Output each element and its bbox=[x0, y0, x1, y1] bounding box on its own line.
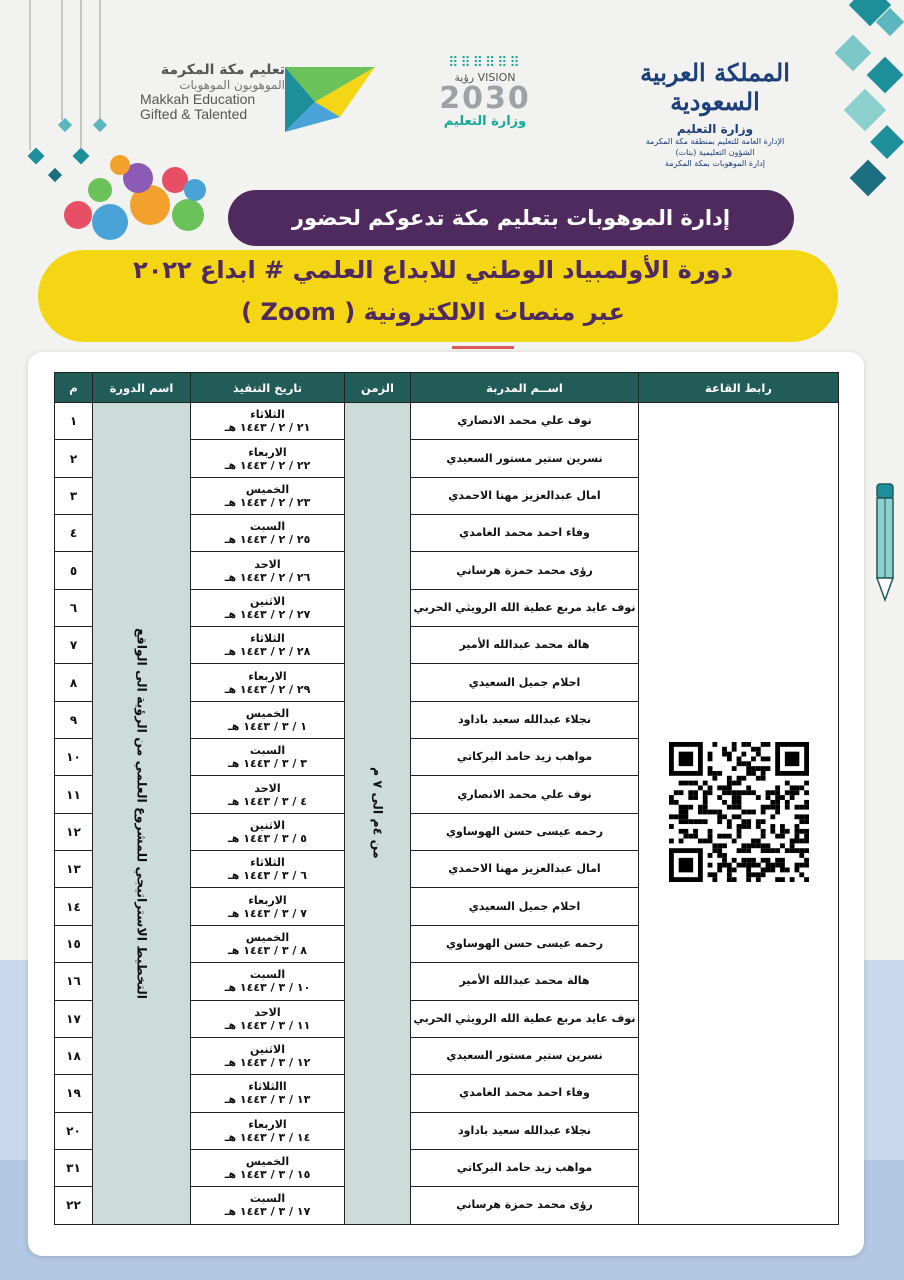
date-day: الخميس bbox=[245, 706, 290, 720]
date-day: الاربعاء bbox=[248, 893, 287, 907]
row-number: ٥ bbox=[55, 552, 93, 589]
date-cell bbox=[191, 888, 345, 925]
vision-en: VISION bbox=[477, 71, 516, 84]
date-value: ٢٥ / ٢ / ١٤٤٣ هـ bbox=[224, 533, 311, 547]
row-number: ١٣ bbox=[55, 851, 93, 888]
trainer-cell: نوف علي محمد الانصاري bbox=[411, 403, 639, 440]
trainer-cell: نسرين ستير مستور السعيدي bbox=[411, 440, 639, 477]
date-day: الاحد bbox=[254, 781, 281, 795]
schedule-card bbox=[28, 352, 864, 1256]
date-cell bbox=[191, 813, 345, 850]
row-number: ٣ bbox=[55, 477, 93, 514]
makkah-en-line2: Gifted & Talented bbox=[140, 106, 248, 122]
trainer-cell: رؤى محمد حمزة هرساني bbox=[411, 1187, 639, 1224]
date-cell bbox=[191, 1037, 345, 1074]
trainer-cell: رحمه عيسى حسن الهوساوي bbox=[411, 813, 639, 850]
date-cell bbox=[191, 851, 345, 888]
trainer-cell: نجلاء عبدالله سعيد باداود bbox=[411, 1112, 639, 1149]
trainer-cell: وفاء احمد محمد الغامدي bbox=[411, 1075, 639, 1112]
directorate-line3: إدارة الموهوبات بمكة المكرمة bbox=[665, 159, 765, 168]
date-value: ٢٨ / ٢ / ١٤٤٣ هـ bbox=[224, 645, 311, 659]
trainer-cell: احلام جميل السعيدي bbox=[411, 888, 639, 925]
date-cell bbox=[191, 515, 345, 552]
schedule-table bbox=[54, 372, 839, 1225]
vision-year: 2030 bbox=[439, 81, 531, 116]
row-number: ١٠ bbox=[55, 739, 93, 776]
trainer-cell: مواهب زيد حامد البركاتي bbox=[411, 739, 639, 776]
date-cell bbox=[191, 552, 345, 589]
row-number: ٢٢ bbox=[55, 1187, 93, 1224]
date-day: الاربعاء bbox=[248, 1117, 287, 1131]
row-number: ١٨ bbox=[55, 1037, 93, 1074]
date-cell bbox=[191, 1187, 345, 1224]
trainer-cell: نجلاء عبدالله سعيد باداود bbox=[411, 701, 639, 738]
date-day: الاثنين bbox=[250, 594, 285, 608]
directorate-line1: الإدارة العامة للتعليم بمنطقة مكة المكرمة bbox=[645, 137, 785, 146]
trainer-cell: امال عبدالعزيز مهنا الاحمدي bbox=[411, 477, 639, 514]
date-cell bbox=[191, 963, 345, 1000]
qr-code-cell[interactable] bbox=[639, 403, 839, 1225]
date-value: ١٢ / ٣ / ١٤٤٣ هـ bbox=[224, 1056, 311, 1070]
date-value: ٢٢ / ٢ / ١٤٤٣ هـ bbox=[224, 458, 311, 472]
date-day: الاربعاء bbox=[248, 445, 287, 459]
date-day: الثلاثاء bbox=[250, 856, 285, 870]
ministry-logo bbox=[620, 58, 810, 169]
row-number: ٤ bbox=[55, 515, 93, 552]
date-cell bbox=[191, 403, 345, 440]
date-cell bbox=[191, 477, 345, 514]
trainer-cell: رؤى محمد حمزة هرساني bbox=[411, 552, 639, 589]
date-day: الاربعاء bbox=[248, 669, 287, 683]
trainer-cell: نوف علي محمد الانصاري bbox=[411, 776, 639, 813]
date-value: ٢٣ / ٢ / ١٤٤٣ هـ bbox=[224, 495, 311, 509]
qr-code-icon[interactable] bbox=[669, 742, 809, 882]
ministry-name: وزارة التعليم bbox=[676, 122, 754, 136]
trainer-cell: نسرين ستير مستور السعيدي bbox=[411, 1037, 639, 1074]
date-day: السبت bbox=[249, 520, 286, 534]
date-cell bbox=[191, 776, 345, 813]
trainer-cell: وفاء احمد محمد الغامدي bbox=[411, 515, 639, 552]
date-day: الاحد bbox=[254, 1005, 281, 1019]
row-number: ٢٠ bbox=[55, 1112, 93, 1149]
date-day: الخميس bbox=[245, 930, 290, 944]
date-cell bbox=[191, 440, 345, 477]
date-value: ٢٦ / ٢ / ١٤٤٣ هـ bbox=[224, 570, 311, 584]
header-course: اسم الدورة bbox=[93, 373, 191, 403]
date-cell bbox=[191, 1075, 345, 1112]
date-cell bbox=[191, 1149, 345, 1186]
makkah-en-line1: Makkah Education bbox=[140, 91, 256, 107]
date-cell bbox=[191, 1000, 345, 1037]
vision-2030-logo bbox=[405, 55, 565, 129]
date-day: السبت bbox=[249, 744, 286, 758]
trainer-cell: رحمه عيسى حسن الهوساوي bbox=[411, 925, 639, 962]
date-cell bbox=[191, 627, 345, 664]
divider bbox=[452, 346, 514, 349]
row-number: ١٥ bbox=[55, 925, 93, 962]
date-value: ٣ / ٣ / ١٤٤٣ هـ bbox=[228, 757, 307, 771]
date-value: ٨ / ٣ / ١٤٤٣ هـ bbox=[228, 943, 307, 957]
trainer-cell: هالة محمد عبدالله الأمير bbox=[411, 627, 639, 664]
vision-ministry: وزارة التعليم bbox=[443, 114, 527, 129]
kingdom-name: المملكة العربية السعودية bbox=[640, 58, 790, 116]
date-value: ١٧ / ٣ / ١٤٤٣ هـ bbox=[224, 1205, 311, 1219]
date-day: الاثنين bbox=[250, 1043, 285, 1057]
date-day: الثلاثاء bbox=[250, 408, 285, 422]
header-trainer: اســم المدربة bbox=[411, 373, 639, 403]
date-day: الثلاثاء bbox=[250, 632, 285, 646]
date-cell bbox=[191, 739, 345, 776]
date-day: السبت bbox=[249, 1192, 286, 1206]
title-banner bbox=[38, 250, 838, 342]
trainer-cell: نوف عايد مربع عطية الله الرويثي الحربي bbox=[411, 589, 639, 626]
date-cell bbox=[191, 701, 345, 738]
trainer-cell: احلام جميل السعيدي bbox=[411, 664, 639, 701]
date-cell bbox=[191, 1112, 345, 1149]
date-value: ١١ / ٣ / ١٤٤٣ هـ bbox=[224, 1018, 311, 1032]
date-value: ١ / ٣ / ١٤٤٣ هـ bbox=[228, 719, 307, 733]
row-number: ١١ bbox=[55, 776, 93, 813]
row-number: ٨ bbox=[55, 664, 93, 701]
date-day: الخميس bbox=[245, 482, 290, 496]
directorate-line2: الشؤون التعليمية (بنات) bbox=[675, 148, 755, 157]
row-number: ١٤ bbox=[55, 888, 93, 925]
row-number: ٦ bbox=[55, 589, 93, 626]
vision-ar: رؤية bbox=[454, 71, 475, 84]
date-value: ٤ / ٣ / ١٤٤٣ هـ bbox=[228, 794, 307, 808]
course-title-line1: دورة الأولمبياد الوطني للابداع العلمي # ابداع ٢٠٢٢ bbox=[133, 256, 733, 284]
date-value: ٢٩ / ٢ / ١٤٤٣ هـ bbox=[224, 682, 311, 696]
date-cell bbox=[191, 589, 345, 626]
date-value: ٢١ / ٢ / ١٤٤٣ هـ bbox=[224, 421, 311, 435]
header-num: م bbox=[55, 373, 93, 403]
trainer-cell: مواهب زيد حامد البركاتي bbox=[411, 1149, 639, 1186]
trainer-cell: امال عبدالعزيز مهنا الاحمدي bbox=[411, 851, 639, 888]
date-value: ١٣ / ٣ / ١٤٤٣ هـ bbox=[224, 1093, 311, 1107]
date-day: الاثنين bbox=[250, 818, 285, 832]
date-value: ١٤ / ٣ / ١٤٤٣ هـ bbox=[224, 1130, 311, 1144]
date-value: ٢٧ / ٢ / ١٤٤٣ هـ bbox=[224, 607, 311, 621]
date-day: االثلاثاء bbox=[248, 1080, 287, 1094]
pencil-icon bbox=[874, 482, 896, 602]
makkah-ar-subtitle: الموهوبون الموهوبات bbox=[179, 78, 285, 92]
date-value: ٥ / ٣ / ١٤٤٣ هـ bbox=[228, 831, 307, 845]
row-number: ١٢ bbox=[55, 813, 93, 850]
time-cell: من ٤م الى ٧ م bbox=[345, 403, 411, 1225]
invite-banner: إدارة الموهوبات بتعليم مكة تدعوكم لحضور bbox=[228, 190, 794, 246]
date-value: ١٠ / ٣ / ١٤٤٣ هـ bbox=[224, 981, 311, 995]
header bbox=[0, 0, 904, 350]
trainer-cell: نوف عايد مربع عطية الله الرويثي الحربي bbox=[411, 1000, 639, 1037]
trainer-cell: هالة محمد عبدالله الأمير bbox=[411, 963, 639, 1000]
row-number: ١ bbox=[55, 403, 93, 440]
row-number: ٢ bbox=[55, 440, 93, 477]
header-time: الزمن bbox=[345, 373, 411, 403]
date-day: الاحد bbox=[254, 557, 281, 571]
date-cell bbox=[191, 925, 345, 962]
date-value: ٧ / ٣ / ١٤٤٣ هـ bbox=[228, 906, 307, 920]
date-day: السبت bbox=[249, 968, 286, 982]
date-day: الخميس bbox=[245, 1155, 290, 1169]
date-value: ١٥ / ٣ / ١٤٤٣ هـ bbox=[224, 1168, 311, 1182]
header-date: تاريخ التنفيذ bbox=[191, 373, 345, 403]
row-number: ١٦ bbox=[55, 963, 93, 1000]
date-value: ٦ / ٣ / ١٤٤٣ هـ bbox=[228, 869, 307, 883]
makkah-gifted-logo bbox=[140, 62, 380, 142]
row-number: ٧ bbox=[55, 627, 93, 664]
row-number: ٩ bbox=[55, 701, 93, 738]
row-number: ٣١ bbox=[55, 1149, 93, 1186]
row-number: ١٩ bbox=[55, 1075, 93, 1112]
vision-dots-icon: ⠿⠿⠿⠿⠿⠿ bbox=[448, 55, 522, 71]
header-link: رابط القاعة bbox=[639, 373, 839, 403]
date-cell bbox=[191, 664, 345, 701]
course-name-cell: التخطيط الاستراتيجي للمشروع العلمي من الرؤية الى الواقع bbox=[93, 403, 191, 1225]
table-row bbox=[55, 403, 839, 440]
arrow-logo-icon bbox=[285, 62, 375, 132]
makkah-ar-title: تعليم مكة المكرمة bbox=[160, 62, 285, 78]
row-number: ١٧ bbox=[55, 1000, 93, 1037]
table-header-row bbox=[55, 373, 839, 403]
course-title-line2: عبر منصات الالكترونية ( Zoom ) bbox=[241, 298, 625, 326]
